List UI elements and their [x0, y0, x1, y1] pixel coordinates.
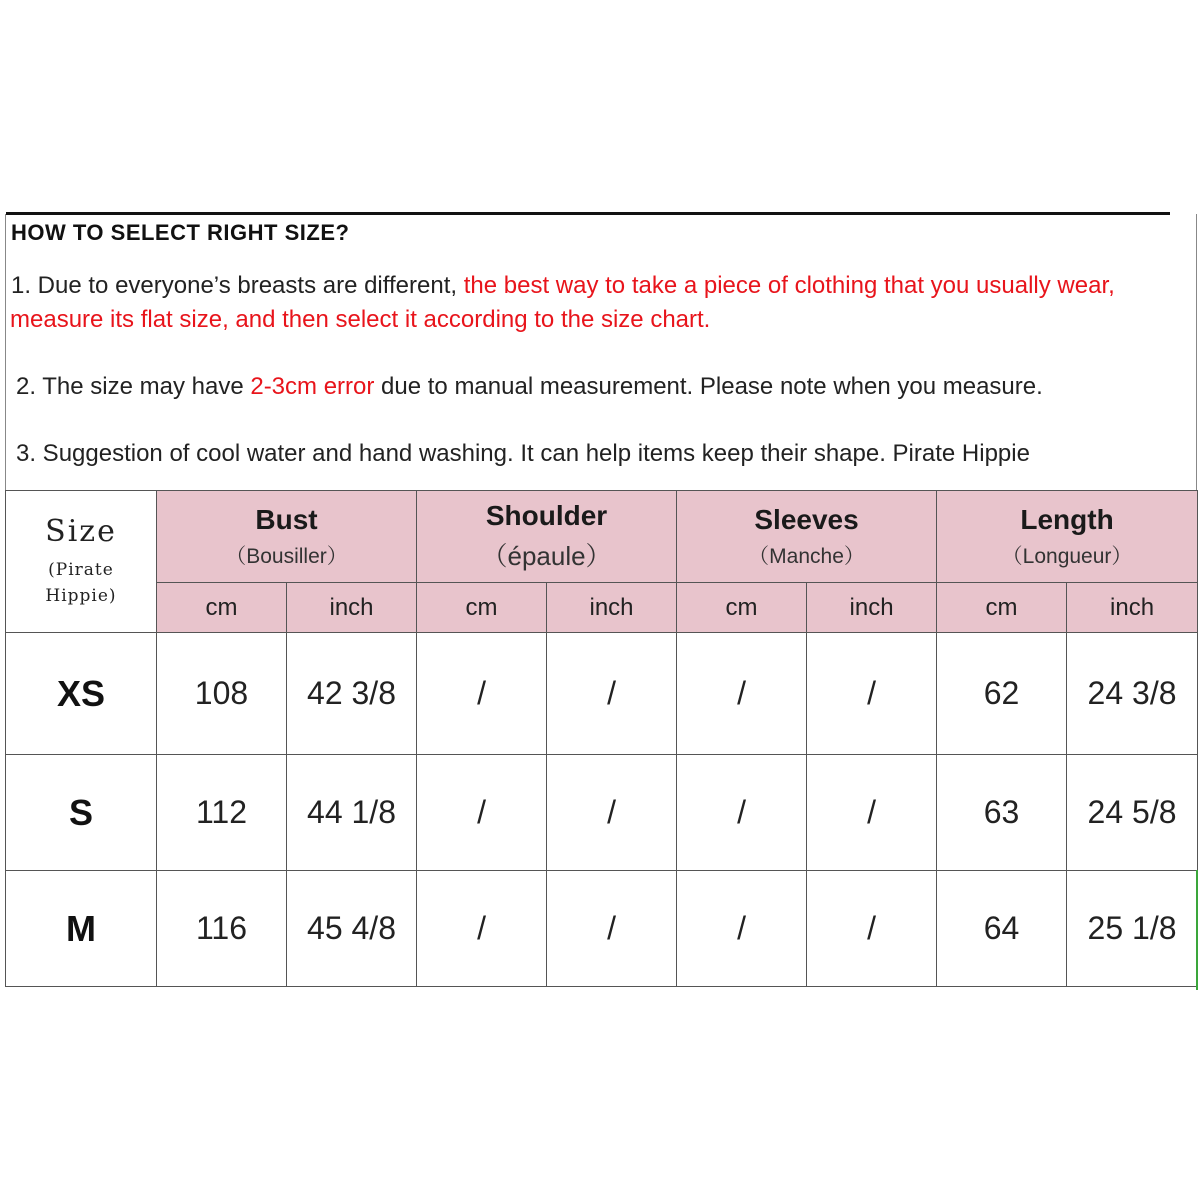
unit-cell: inch: [807, 583, 937, 633]
unit-cell: cm: [677, 583, 807, 633]
group-header-sleeves: [677, 491, 937, 583]
note-3: 3. Suggestion of cool water and hand washing. It can help items keep their shape. Pirate Hippie: [16, 440, 1030, 467]
value-cell: 112: [157, 755, 287, 871]
value-cell: 42 3/8: [287, 633, 417, 755]
size-header-title: Size: [45, 514, 117, 549]
value-cell: 63: [937, 755, 1067, 871]
value-cell: 44 1/8: [287, 755, 417, 871]
group-title: Sleeves: [754, 503, 859, 535]
unit-cell: inch: [1067, 583, 1198, 633]
group-header-row: [6, 491, 1198, 583]
group-subtitle: （Longueur）: [1001, 544, 1133, 568]
green-edge-mark: [1196, 870, 1198, 990]
value-cell: 64: [937, 871, 1067, 987]
unit-header-row: [6, 583, 1198, 633]
group-header-bust: [157, 491, 417, 583]
size-header-line2: (Pirate: [48, 560, 114, 580]
value-cell: /: [417, 633, 547, 755]
value-cell: 24 3/8: [1067, 633, 1198, 755]
unit-cell: cm: [417, 583, 547, 633]
notes-title: HOW TO SELECT RIGHT SIZE?: [11, 220, 350, 245]
value-cell: /: [547, 871, 677, 987]
table-row: [6, 871, 1198, 987]
group-header-shoulder: [417, 491, 677, 583]
group-subtitle: （Bousiller）: [225, 544, 348, 568]
value-cell: /: [807, 633, 937, 755]
note-2-highlight: 2-3cm error: [250, 373, 375, 400]
group-header-length: [937, 491, 1198, 583]
value-cell: 24 5/8: [1067, 755, 1198, 871]
group-title: Bust: [255, 503, 318, 535]
note-2: [16, 370, 1043, 404]
table-row: [6, 755, 1198, 871]
value-cell: 116: [157, 871, 287, 987]
value-cell: /: [677, 871, 807, 987]
unit-cell: cm: [937, 583, 1067, 633]
size-chart-table: [5, 490, 1198, 987]
value-cell: 62: [937, 633, 1067, 755]
unit-cell: cm: [157, 583, 287, 633]
value-cell: 45 4/8: [287, 871, 417, 987]
note-1-highlight: the best way to take a piece of clothing that you usually wear,: [463, 272, 1115, 299]
value-cell: /: [677, 633, 807, 755]
size-header-cell: [6, 491, 157, 633]
unit-cell: inch: [287, 583, 417, 633]
note-2-text-pre: 2. The size may have: [16, 373, 251, 400]
size-label-cell: XS: [6, 633, 157, 755]
size-label-cell: M: [6, 871, 157, 987]
group-subtitle: （Manche）: [748, 544, 865, 568]
value-cell: /: [547, 633, 677, 755]
group-title: Length: [1020, 503, 1114, 535]
value-cell: /: [677, 755, 807, 871]
value-cell: /: [417, 755, 547, 871]
size-label-cell: S: [6, 755, 157, 871]
size-header-line3: Hippie): [45, 586, 117, 606]
note-1-text: 1. Due to everyone’s breasts are different,: [11, 272, 464, 299]
value-cell: 108: [157, 633, 287, 755]
note-1: [11, 269, 1115, 303]
group-subtitle: （épaule）: [481, 541, 612, 571]
value-cell: /: [807, 755, 937, 871]
sizing-notes: [5, 214, 1197, 491]
value-cell: /: [547, 755, 677, 871]
group-title: Shoulder: [485, 500, 608, 531]
note-1-continued: [10, 303, 710, 337]
value-cell: 25 1/8: [1067, 871, 1198, 987]
unit-cell: inch: [547, 583, 677, 633]
value-cell: /: [807, 871, 937, 987]
table-row: [6, 633, 1198, 755]
note-1-highlight-continued: measure its flat size, and then select it according to the size chart.: [10, 306, 711, 333]
note-2-text-post: due to manual measurement. Please note when you measure.: [374, 373, 1043, 400]
value-cell: /: [417, 871, 547, 987]
